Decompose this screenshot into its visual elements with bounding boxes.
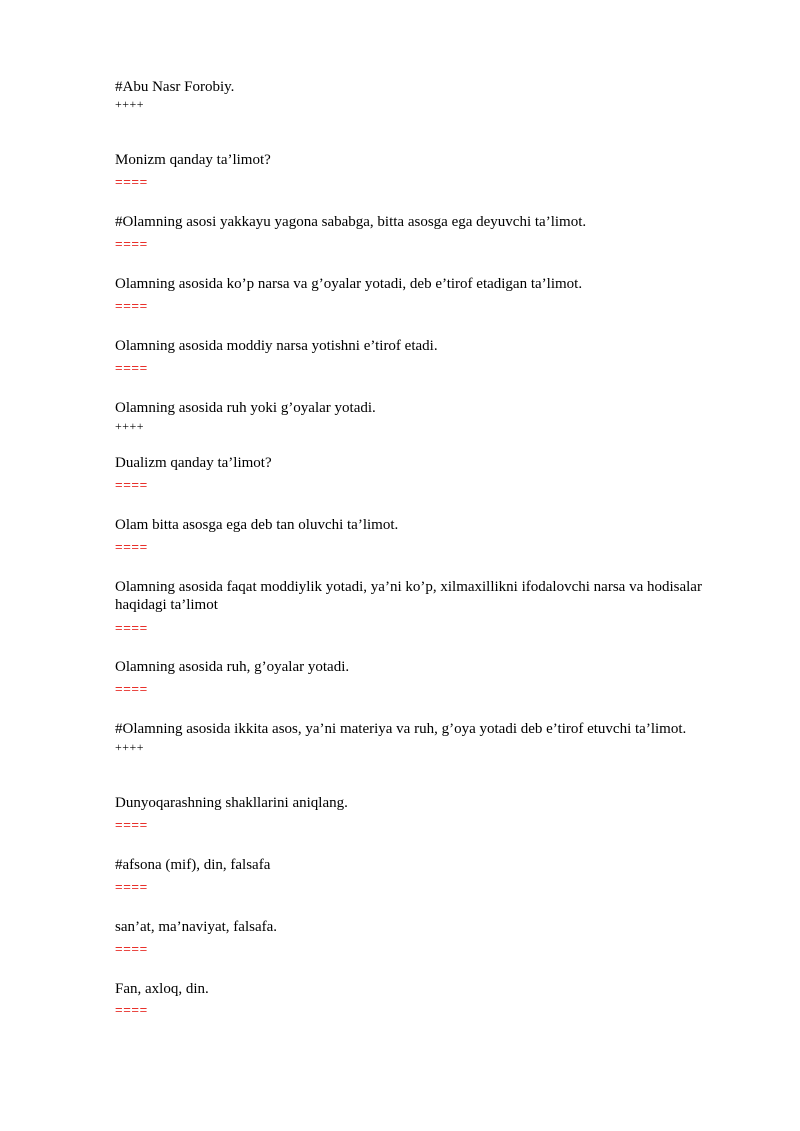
answer-separator: ==== <box>115 941 148 956</box>
answer-separator: ==== <box>115 817 148 832</box>
answer-separator: ==== <box>115 360 148 375</box>
question-line: Monizm qanday ta’limot? <box>115 152 271 168</box>
answer-separator: ==== <box>115 539 148 554</box>
question-separator: ++++ <box>115 97 145 111</box>
question-separator: ++++ <box>115 419 145 433</box>
answer-line: Olamning asosida faqat moddiylik yotadi, ya’ni ko’p, xilmaxillikni ifodalovchi narsa va hodisalar haqidagi ta’limot <box>115 579 702 613</box>
answer-separator: ==== <box>115 236 148 251</box>
answer-line: Olamning asosida ruh, g’oyalar yotadi. <box>115 659 350 675</box>
answer-separator: ==== <box>115 477 148 492</box>
question-line: Dunyoqarashning shakllarini aniqlang. <box>115 795 348 811</box>
answer-line: Olamning asosida ruh yoki g’oyalar yotadi. <box>115 400 376 416</box>
answer-line: Olamning asosida ko’p narsa va g’oyalar yotadi, deb e’tirof etadigan ta’limot. <box>115 276 583 292</box>
answer-line: Fan, axloq, din. <box>115 981 209 997</box>
answer-separator: ==== <box>115 879 148 894</box>
answer-separator: ==== <box>115 620 148 635</box>
answer-separator: ==== <box>115 174 148 189</box>
answer-line: #Olamning asosi yakkayu yagona sababga, bitta asosga ega deyuvchi ta’limot. <box>115 214 587 230</box>
answer-separator: ==== <box>115 298 148 313</box>
answer-separator: ==== <box>115 681 148 696</box>
answer-line: Olamning asosida moddiy narsa yotishni e’tirof etadi. <box>115 338 438 354</box>
answer-line: #afsona (mif), din, falsafa <box>115 857 271 873</box>
answer-line: san’at, ma’naviyat, falsafa. <box>115 919 278 935</box>
answer-separator: ==== <box>115 1002 148 1017</box>
answer-line: Olam bitta asosga ega deb tan oluvchi ta’limot. <box>115 517 399 533</box>
answer-line: #Olamning asosida ikkita asos, ya’ni materiya va ruh, g’oya yotadi deb e’tirof etuvchi ta’limot. <box>115 721 687 737</box>
answer-line: #Abu Nasr Forobiy. <box>115 79 235 95</box>
question-separator: ++++ <box>115 740 145 754</box>
question-line: Dualizm qanday ta’limot? <box>115 455 272 471</box>
